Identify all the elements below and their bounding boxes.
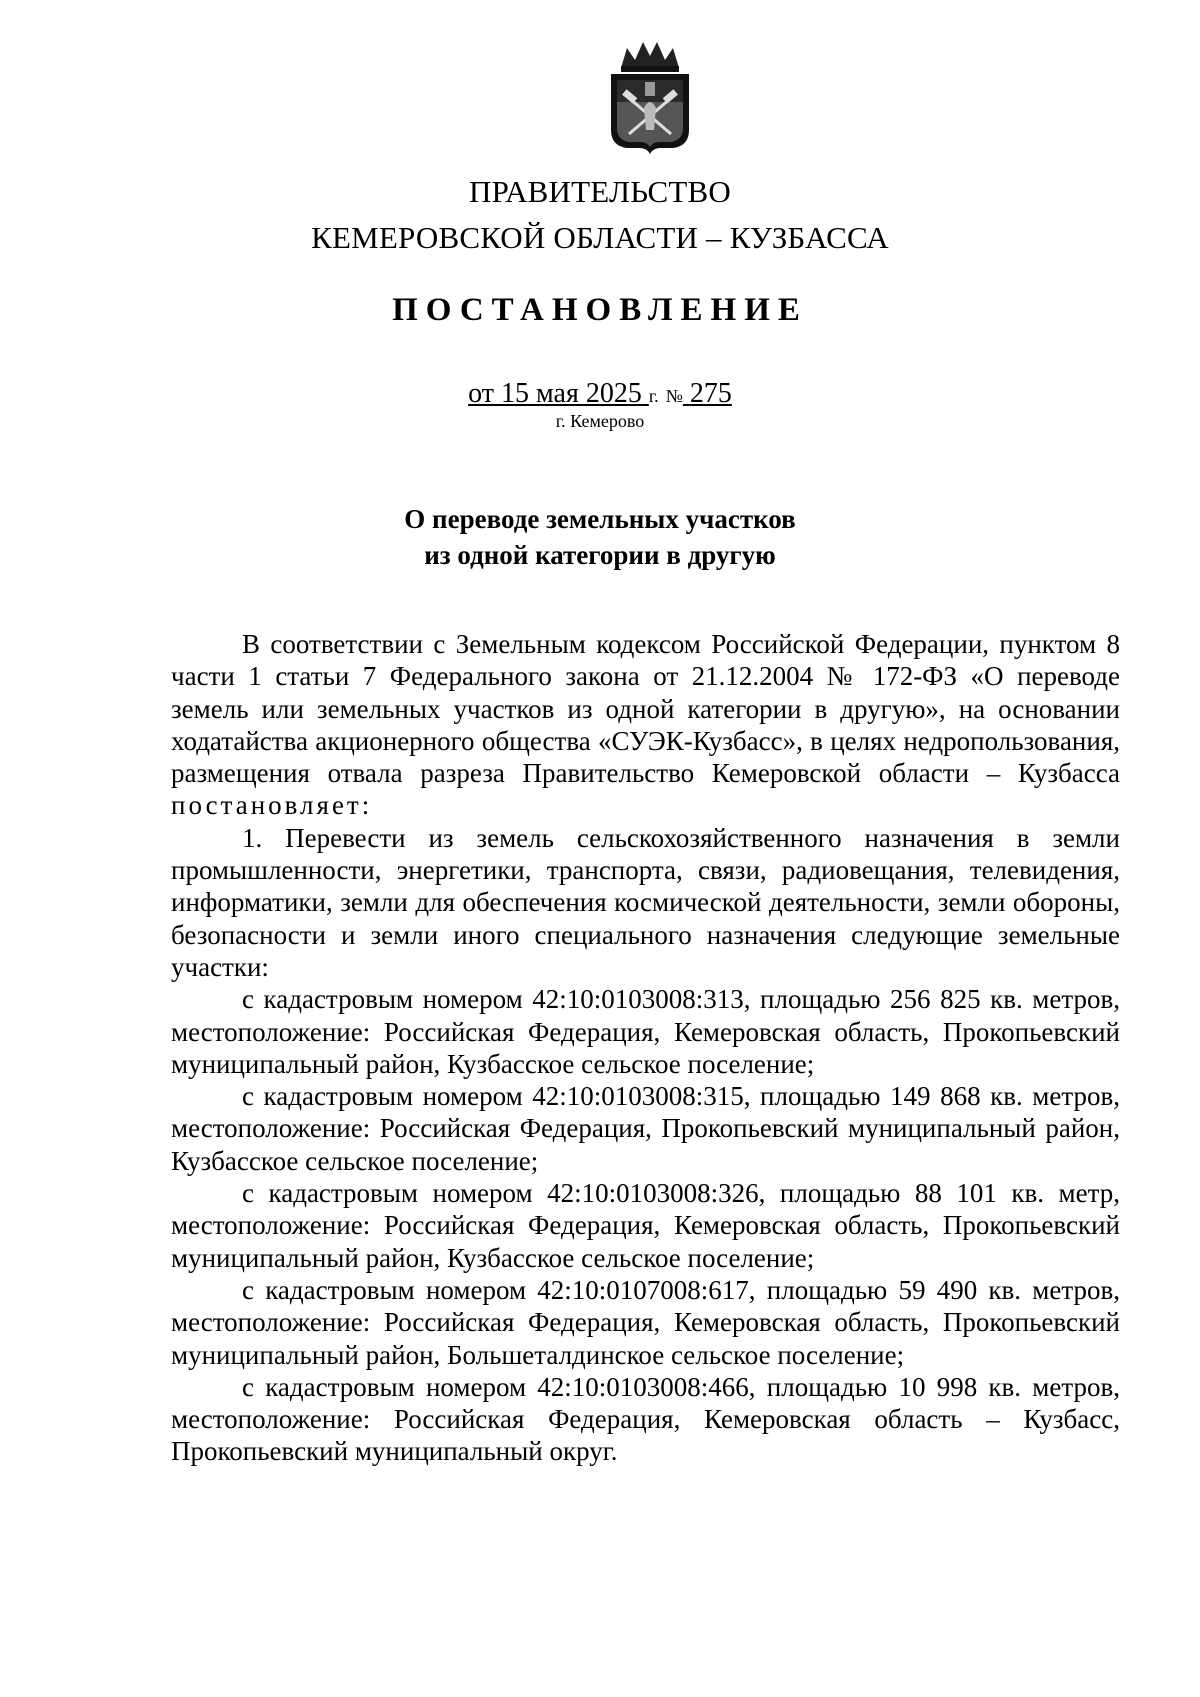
plot-item: с кадастровым номером 42:10:0103008:313, площадью 256 825 кв. метров, местоположение: Российская Федерация, Кемеровская область, Прокопьевский муниципальный район, Кузбасское сельское поселение;	[171, 984, 1120, 1079]
plot-item: с кадастровым номером 42:10:0103008:315, площадью 149 868 кв. метров, местоположение: Российская Федерация, Прокопьевский муниципальный район, Кузбасское сельское поселение;	[171, 1081, 1120, 1176]
decree-title	[0, 501, 1200, 573]
date-prefix: от	[468, 378, 494, 409]
decree-word: постановляет:	[171, 790, 373, 821]
decree-body	[171, 628, 1120, 1468]
government-name-line2: КЕМЕРОВСКОЙ ОБЛАСТИ – КУЗБАССА	[311, 220, 889, 255]
intro-paragraph	[171, 628, 1120, 822]
intro-text: В соответствии с Земельным кодексом Российской Федерации, пунктом 8 части 1 статьи 7 Федерального закона от 21.12.2004 № 172-ФЗ «О переводе земель или земельных участков из одной категории в другую», на основании ходатайства акционерного общества «СУЭК-Кузбасс», в целях недропользования, размещения отвала разреза Правительство Кемеровской области – Кузбасса	[171, 629, 1120, 789]
title-line1: О переводе земельных участков	[404, 504, 796, 534]
document-type: ПОСТАНОВЛЕНИЕ	[392, 292, 808, 328]
point-1: 1. Перевести из земель сельскохозяйственного назначения в земли промышленности, энергетики, транспорта, связи, радиовещания, телевидения, информатики, земли для обеспечения космической деятельности, земли обороны, безопасности и земли иного специального назначения следующие земельные участки:	[171, 822, 1120, 982]
plot-item: с кадастровым номером 42:10:0103008:326, площадью 88 101 кв. метр, местоположение: Российская Федерация, Кемеровская область, Прокопьевский муниципальный район, Кузбасское сельское поселение;	[171, 1178, 1120, 1273]
decree-date: 15 мая 2025	[500, 378, 642, 409]
kuzbass-coat-of-arms-icon	[601, 38, 699, 156]
city: г. Кемерово	[555, 411, 645, 431]
government-name-line1: ПРАВИТЕЛЬСТВО	[469, 174, 731, 209]
plot-item: с кадастровым номером 42:10:0103008:466, площадью 10 998 кв. метров, местоположение: Российская Федерация, Кемеровская область – Кузбасс, Прокопьевский муниципальный округ.	[171, 1371, 1120, 1467]
number-sign: №	[665, 386, 683, 406]
plot-item: с кадастровым номером 42:10:0107008:617, площадью 59 490 кв. метров, местоположение: Российская Федерация, Кемеровская область, Прокопьевский муниципальный район, Большеталдинское сельское поселение;	[171, 1274, 1120, 1370]
title-line2: из одной категории в другую	[424, 540, 776, 570]
decree-number: 275	[689, 378, 732, 409]
year-suffix: г.	[648, 386, 659, 406]
